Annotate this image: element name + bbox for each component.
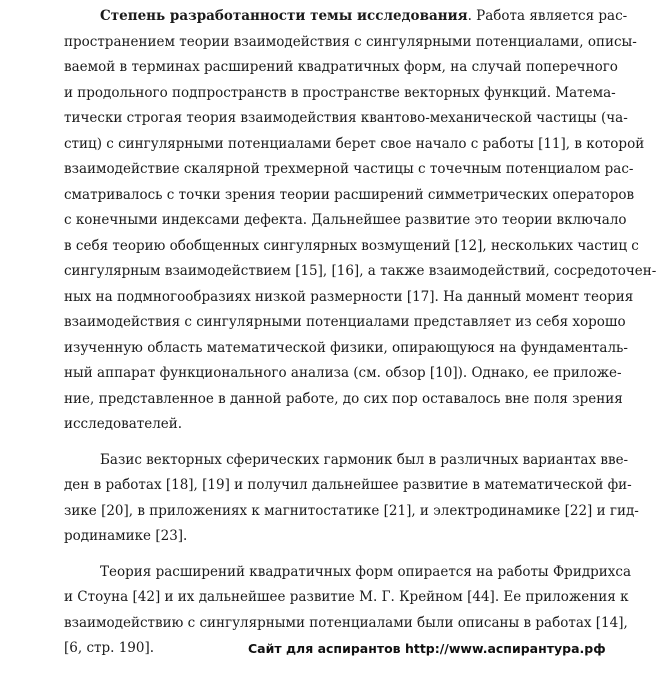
document-page bbox=[64, 4, 656, 662]
paragraph-1-line: Степень разработанности темы исследования. Работа является рас- bbox=[100, 8, 628, 24]
paragraph-1-line: и продольного подпространств в пространстве векторных функций. Матема- bbox=[64, 84, 616, 101]
paragraph-3-line: взаимодействию с сингулярными потенциалами были описаны в работах [14], bbox=[64, 614, 628, 631]
paragraph-1-line: взаимодействие скалярной трехмерной частицы с точечным потенциалом рас- bbox=[64, 161, 634, 177]
paragraph-1-line: ние, представленное в данной работе, до сих пор оставалось вне поля зрения bbox=[64, 390, 623, 407]
paragraph-2-line: ден в работах [18], [19] и получил дальнейшее развитие в математической фи- bbox=[64, 477, 632, 493]
paragraph-2-line: Базис векторных сферических гармоник был в различных вариантах вве- bbox=[100, 451, 629, 468]
paragraph-3-line: [6, стр. 190]. bbox=[64, 640, 155, 656]
paragraph-gap bbox=[64, 550, 574, 560]
paragraph-1-line: в себя теорию обобщенных сингулярных возмущений [12], нескольких частиц с bbox=[64, 237, 639, 254]
paragraph-1 bbox=[64, 4, 656, 438]
paragraph-1-line: стиц) с сингулярными потенциалами берет свое начало с работы [11], в которой bbox=[64, 135, 645, 152]
paragraph-1-line: сингулярным взаимодействием [15], [16], а также взаимодействий, сосредоточен- bbox=[64, 263, 656, 279]
paragraph-1-line: ных на подмногообразиях низкой размерности [17]. На данный момент теория bbox=[64, 288, 634, 305]
paragraph-3-line: и Стоуна [42] и их дальнейшее развитие М. Г. Крейном [44]. Ее приложения к bbox=[64, 589, 629, 605]
section-heading: Степень разработанности темы исследования bbox=[100, 8, 468, 24]
paragraph-2 bbox=[64, 448, 639, 550]
site-footer-watermark: Сайт для аспирантов http://www.аспирантура.рф bbox=[248, 641, 606, 656]
paragraph-1-line: ваемой в терминах расширений квадратичных форм, на случай поперечного bbox=[64, 59, 618, 75]
paragraph-1-line: взаимодействия с сингулярными потенциалами представляет из себя хорошо bbox=[64, 314, 626, 330]
paragraph-1-line: сматривалось с точки зрения теории расширений симметрических операторов bbox=[64, 186, 635, 203]
paragraph-1-line: исследователей. bbox=[64, 416, 183, 432]
paragraph-1-line: тически строгая теория взаимодействия квантово-механической частицы (ча- bbox=[64, 110, 628, 126]
paragraph-2-line: родинамике [23]. bbox=[64, 528, 188, 544]
paragraph-1-line: изученную область математической физики, опирающуюся на фундаменталь- bbox=[64, 339, 628, 356]
paragraph-gap bbox=[64, 438, 574, 448]
paragraph-3-line: Теория расширений квадратичных форм опирается на работы Фридрихса bbox=[100, 563, 631, 580]
paragraph-1-line: с конечными индексами дефекта. Дальнейшее развитие это теории включало bbox=[64, 212, 627, 228]
paragraph-1-line: ный аппарат функционального анализа (см. обзор [10]). Однако, ее приложе- bbox=[64, 365, 622, 381]
paragraph-1-line: пространением теории взаимодействия с сингулярными потенциалами, описы- bbox=[64, 33, 637, 50]
paragraph-2-line: зике [20], в приложениях к магнитостатике [21], и электродинамике [22] и гид- bbox=[64, 502, 639, 519]
